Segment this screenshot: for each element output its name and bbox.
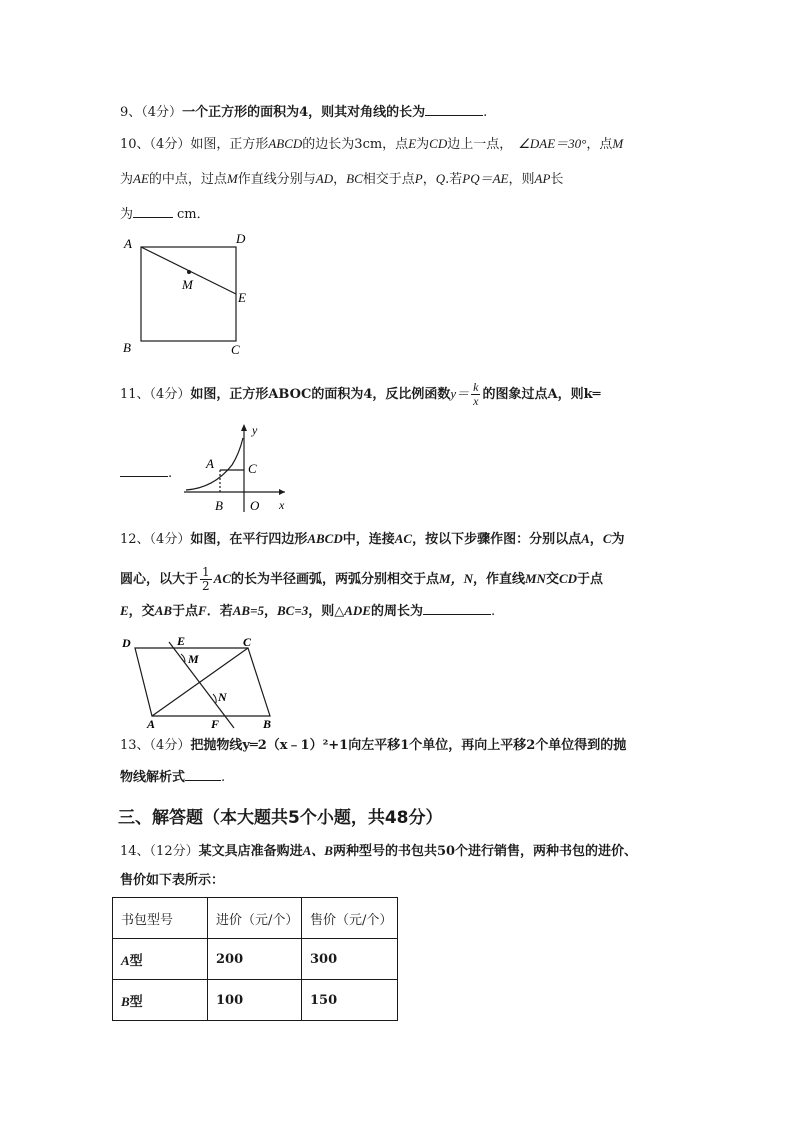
square-abcd <box>141 247 236 341</box>
q10-line3 <box>120 205 210 224</box>
table-header-cell: 进价（元/个） <box>208 898 302 939</box>
q12-text: 于点 <box>172 604 199 619</box>
line-mn <box>169 642 234 728</box>
hyperbola-curve <box>186 438 243 490</box>
q10-text: 长 <box>550 172 564 187</box>
label-m: M <box>188 652 199 666</box>
q10-math: AE <box>133 171 149 186</box>
table-header-row <box>113 898 398 939</box>
table-header-cell: 书包型号 <box>113 898 208 939</box>
q12-text: 圆心，以大于 <box>120 572 199 587</box>
q11-fraction-denominator: x <box>473 394 479 408</box>
label-a: A <box>124 236 132 251</box>
table-cell-type <box>113 939 208 980</box>
q10-line2 <box>120 170 563 189</box>
q9 <box>120 103 487 122</box>
q14-math: A、B <box>302 843 333 858</box>
label-y: y <box>252 423 258 437</box>
q10-text: 边上一点， <box>447 137 513 152</box>
q14-line2 <box>120 872 224 890</box>
q13-line2 <box>120 768 225 787</box>
q12-math: AB <box>154 603 173 618</box>
q12-math: ABCD <box>307 531 343 546</box>
q10-text: 的边长为3cm，点 <box>302 137 409 152</box>
q12-math: BC=3 <box>277 603 309 618</box>
table-cell-cost: 200 <box>208 939 302 980</box>
table-cell-type <box>113 980 208 1021</box>
table-cell-price: 150 <box>302 980 398 1021</box>
q11-answer-blank <box>120 464 168 477</box>
q10-text: ， <box>333 172 347 187</box>
q10-text: 相交于点 <box>362 172 415 187</box>
q13-text: 把抛物线 <box>190 738 243 753</box>
q10-math: E <box>408 136 417 151</box>
q10-text: ，点 <box>586 137 613 152</box>
q12-text: ，交 <box>128 604 155 619</box>
q10-line1 <box>120 135 623 154</box>
section-title: 三、解答题（本大题共5个小题，共48分） <box>118 808 443 828</box>
q10-text: 如图，正方形 <box>190 137 269 152</box>
q12-math: ADE <box>344 603 371 618</box>
q11-graph-figure <box>180 420 290 515</box>
q12-score: （4分） <box>149 532 191 547</box>
q10-text: ， <box>422 172 436 187</box>
type-letter: B <box>121 993 130 1009</box>
q11-end: . <box>168 466 173 481</box>
q12-line2 <box>120 566 603 593</box>
q10-math: AP <box>534 171 551 186</box>
q12-text: 中，连接 <box>342 532 395 547</box>
label-e: E <box>177 634 186 648</box>
q11-number: 11、 <box>120 387 150 402</box>
label-b: B <box>123 340 131 355</box>
q9-end: . <box>483 105 488 120</box>
q10-math: ABCD <box>268 136 303 151</box>
q12-text: ， <box>263 604 277 619</box>
q14-text: 某文具店准备购进 <box>198 844 303 859</box>
q10-text: .若 <box>445 172 463 187</box>
q11-line2 <box>120 464 172 483</box>
q12-math: F <box>198 603 207 618</box>
q12-text: 为 <box>611 532 625 547</box>
q10-text: 的中点，过点 <box>148 172 227 187</box>
q14-line1 <box>120 842 637 861</box>
label-x: x <box>279 498 285 512</box>
type-suffix: 型 <box>129 994 143 1010</box>
q10-text: 为 <box>120 172 134 187</box>
q11-line1 <box>120 381 600 408</box>
label-e: E <box>238 290 246 305</box>
q10-score: （4分） <box>149 137 191 152</box>
q10-text: cm． <box>177 207 210 222</box>
q12-text: ，作直线 <box>472 572 525 587</box>
q12-line1 <box>120 530 625 549</box>
q12-text: ，则△ <box>308 604 345 619</box>
type-suffix: 型 <box>129 953 143 969</box>
q12-math: AC <box>213 571 231 586</box>
label-m: M <box>182 277 193 292</box>
q14-score: （12分） <box>149 844 199 859</box>
q12-math: CD <box>558 571 578 586</box>
table-cell-cost: 100 <box>208 980 302 1021</box>
label-c: C <box>248 461 257 476</box>
q10-math: BC <box>346 171 363 186</box>
q12-math: MN <box>524 571 546 586</box>
q10-text: 作直线分别与 <box>237 172 316 187</box>
q10-math: M <box>226 171 238 186</box>
table-header-cell: 售价（元/个） <box>302 898 398 939</box>
q11-text: 如图，正方形ABOC的面积为4，反比例函数 <box>190 387 451 402</box>
label-b: B <box>263 717 272 731</box>
point-m <box>187 270 191 274</box>
label-d: D <box>236 231 246 246</box>
q13-line1 <box>120 737 626 755</box>
q14-text: 两种型号的书包共50个进行销售，两种书包的进价、 <box>332 844 638 859</box>
y-axis-arrow <box>241 424 247 431</box>
q14-number: 14、 <box>120 844 150 859</box>
q10-math: ∠DAE＝30° <box>518 136 587 151</box>
q10-text: ，则 <box>508 172 535 187</box>
label-f: F <box>211 717 220 731</box>
q10-number: 10、 <box>120 137 150 152</box>
table-row <box>113 980 398 1021</box>
q12-math: A <box>581 531 590 546</box>
q10-math: CD <box>429 136 448 151</box>
q10-text: 为 <box>416 137 430 152</box>
q9-number: 9、 <box>120 105 142 120</box>
q11-text: 的图象过点A，则k═ <box>482 387 601 402</box>
q13-score: （4分） <box>149 738 191 753</box>
label-b: B <box>215 498 223 513</box>
q12-fraction-numerator: 1 <box>202 565 210 579</box>
q9-score: （4分） <box>141 105 183 120</box>
x-axis-arrow <box>279 489 285 495</box>
q13-answer-blank <box>185 768 221 781</box>
label-n: N <box>218 690 227 704</box>
q12-math: E <box>120 603 129 618</box>
label-c: C <box>243 635 252 649</box>
label-o: O <box>250 498 260 513</box>
label-a: A <box>147 717 156 731</box>
table-cell-price: 300 <box>302 939 398 980</box>
table-row <box>113 939 398 980</box>
label-a: A <box>206 456 214 471</box>
q10-math: AD <box>315 171 334 186</box>
q9-answer-blank <box>425 103 483 116</box>
q12-math: M，N <box>439 571 473 586</box>
q12-parallelogram-figure <box>115 632 285 732</box>
q9-text: 一个正方形的面积为4，则其对角线的长为 <box>182 105 426 120</box>
type-letter: A <box>121 952 130 968</box>
q10-square-figure <box>115 230 265 360</box>
q11-score: （4分） <box>149 387 191 402</box>
parallelogram-abcd <box>135 648 270 716</box>
q12-text: 交 <box>545 572 559 587</box>
q12-math: AB=5 <box>232 603 264 618</box>
label-c: C <box>231 342 240 357</box>
q12-fraction-half <box>200 566 212 593</box>
q14-text: 售价如下表所示： <box>120 873 225 888</box>
q13-text: 向左平移1个单位，再向上平移2个单位得到的抛 <box>348 738 627 753</box>
q13-text: 物线解析式 <box>120 770 186 785</box>
q12-math: C <box>602 531 612 546</box>
q12-text: ．若 <box>206 604 233 619</box>
q13-equation: y═2（x﹣1）²+1 <box>242 738 349 753</box>
q13-end: . <box>221 770 226 785</box>
q10-math: P <box>414 171 423 186</box>
q13-number: 13、 <box>120 738 150 753</box>
q12-text: 的周长为 <box>370 604 423 619</box>
q12-text: 于点 <box>577 572 604 587</box>
q10-math: M <box>612 136 624 151</box>
bag-price-table <box>112 897 398 1021</box>
q10-answer-blank <box>133 205 173 218</box>
q11-fraction <box>471 381 480 408</box>
q11-math: y＝ <box>450 386 470 401</box>
q12-fraction-denominator: 2 <box>202 579 210 593</box>
q12-text: ， <box>589 532 603 547</box>
q12-text: 的长为半径画弧，两弧分别相交于点 <box>231 572 440 587</box>
q12-text: 如图，在平行四边形 <box>190 532 308 547</box>
q12-number: 12、 <box>120 532 150 547</box>
q10-math: PQ＝AE <box>462 171 509 186</box>
label-d: D <box>122 636 131 650</box>
q12-end: . <box>491 604 496 619</box>
diagonal-ac <box>152 648 248 716</box>
q12-text: ，按以下步骤作图：分别以点 <box>412 532 582 547</box>
q11-fraction-numerator: k <box>473 380 479 394</box>
q12-answer-blank <box>423 602 491 615</box>
q10-text: 为 <box>120 207 134 222</box>
q10-math: Q <box>435 171 446 186</box>
q12-math: AC <box>394 531 413 546</box>
q12-line3 <box>120 602 495 621</box>
